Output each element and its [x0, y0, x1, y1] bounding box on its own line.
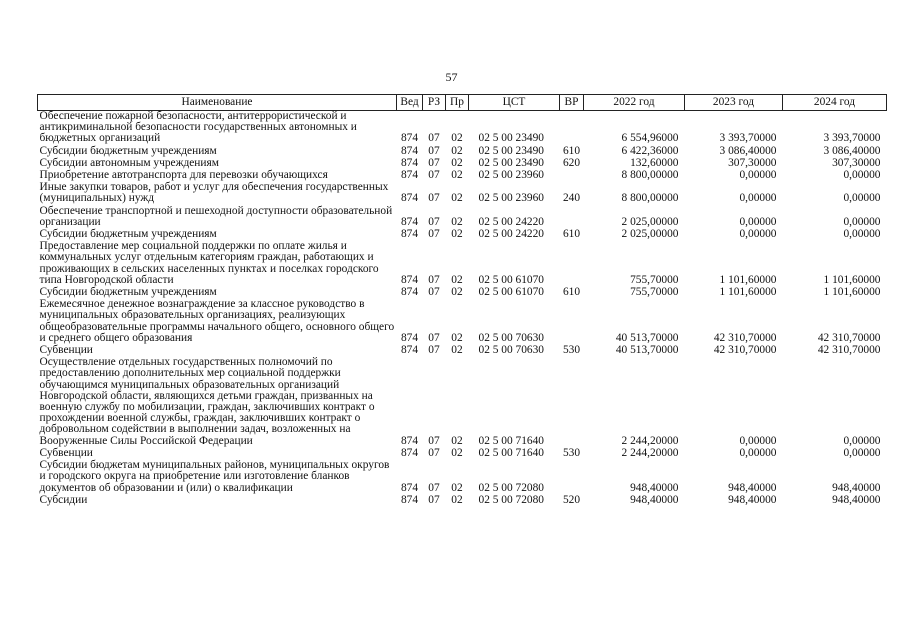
cell-vr: 530 [562, 446, 581, 459]
cell-ved: 874 [400, 228, 419, 241]
cell-2024: 42 310,70000 [817, 331, 881, 344]
cell-2024: 0,00000 [843, 192, 881, 205]
cell-name: Иные закупки товаров, работ и услуг для обеспечения государственных (муниципальных) нужд [39, 181, 389, 205]
cell-2022: 755,70000 [630, 286, 679, 299]
cell-cst: 02 5 00 61070 [478, 286, 544, 299]
table-row [38, 460, 887, 495]
cell-pr: 02 [451, 228, 463, 241]
cell-2023: 948,40000 [728, 493, 777, 506]
cell-ved: 874 [400, 273, 419, 286]
cell-vr: 620 [562, 156, 581, 169]
cell-cst: 02 5 00 71640 [478, 434, 544, 447]
cell-rz: 07 [428, 215, 440, 228]
cell-ved: 874 [400, 286, 419, 299]
cell-2022: 40 513,70000 [615, 331, 679, 344]
cell-2023: 42 310,70000 [713, 344, 777, 357]
table-row [38, 206, 887, 229]
header-2022: 2022 год [584, 95, 685, 111]
cell-vr [560, 241, 584, 287]
cell-pr: 02 [451, 344, 463, 357]
cell-cst: 02 5 00 24220 [478, 228, 544, 241]
cell-2023: 0,00000 [739, 192, 777, 205]
cell-rz: 07 [428, 446, 440, 459]
cell-2024: 948,40000 [832, 493, 881, 506]
cell-rz: 07 [428, 144, 440, 157]
table-row [38, 241, 887, 287]
cell-2024: 42 310,70000 [817, 344, 881, 357]
cell-name: Предоставление мер социальной поддержки по оплате жилья и коммунальных услуг отдельным категориям граждан, работающих и проживающих в сельских населенных пунктах и поселках городского типа Новгородской области [39, 240, 379, 286]
cell-pr: 02 [451, 481, 463, 494]
cell-pr: 02 [451, 169, 463, 182]
cell-rz: 07 [428, 156, 440, 169]
cell-cst: 02 5 00 24220 [478, 215, 544, 228]
cell-name: Обеспечение пожарной безопасности, антитеррористической и антикриминальной безопасности государственных автономных и бюджетных организаций [39, 110, 357, 145]
cell-name: Субвенции [39, 344, 93, 357]
cell-vr [560, 357, 584, 448]
cell-cst: 02 5 00 23960 [478, 169, 544, 182]
cell-2024: 1 101,60000 [823, 273, 881, 286]
table-row [38, 495, 887, 507]
cell-2022: 755,70000 [630, 273, 679, 286]
cell-2024: 0,00000 [843, 228, 881, 241]
cell-2024: 0,00000 [843, 446, 881, 459]
table-row [38, 111, 887, 146]
cell-pr: 02 [451, 192, 463, 205]
cell-ved: 874 [400, 192, 419, 205]
cell-rz: 07 [428, 434, 440, 447]
cell-rz: 07 [428, 344, 440, 357]
table-row [38, 146, 887, 158]
cell-pr: 02 [451, 156, 463, 169]
cell-cst: 02 5 00 23960 [478, 192, 544, 205]
header-2024: 2024 год [783, 95, 887, 111]
header-ved: Вед [397, 95, 423, 111]
cell-2022: 948,40000 [630, 481, 679, 494]
cell-ved: 874 [400, 434, 419, 447]
cell-name: Субсидии бюджетным учреждениям [39, 286, 217, 299]
cell-vr: 610 [562, 144, 581, 157]
cell-rz: 07 [428, 286, 440, 299]
cell-vr: 610 [562, 228, 581, 241]
cell-ved: 874 [400, 144, 419, 157]
cell-ved: 874 [400, 481, 419, 494]
cell-2023: 0,00000 [739, 446, 777, 459]
cell-ved: 874 [400, 493, 419, 506]
cell-2023: 1 101,60000 [719, 286, 777, 299]
header-rz: РЗ [423, 95, 446, 111]
cell-2024: 1 101,60000 [823, 286, 881, 299]
cell-2024: 0,00000 [843, 434, 881, 447]
cell-vr: 240 [562, 192, 581, 205]
cell-vr: 610 [562, 286, 581, 299]
cell-name: Субвенции [39, 446, 93, 459]
budget-table [37, 94, 887, 507]
cell-2024: 948,40000 [832, 481, 881, 494]
cell-rz: 07 [428, 481, 440, 494]
cell-cst: 02 5 00 71640 [478, 446, 544, 459]
header-vr: ВР [560, 95, 584, 111]
cell-2022: 948,40000 [630, 493, 679, 506]
cell-name: Обеспечение транспортной и пешеходной доступности образовательной организации [39, 204, 393, 228]
cell-cst: 02 5 00 70630 [478, 331, 544, 344]
cell-name: Осуществление отдельных государственных полномочий по предоставлению дополнительных мер социальной поддержки обучающимся муниципальных образовательных организаций Новгородской области, являющихся детьми граждан, призванных на военную службу по мобилизации, граждан, заключивших контракт о прохождении военной службы, граждан, заключивших контракт о добровольном содействии в выполнении задач, возложенных на Вооруженные Силы Российской Федерации [39, 356, 375, 447]
cell-pr: 02 [451, 273, 463, 286]
cell-rz: 07 [428, 169, 440, 182]
cell-cst: 02 5 00 70630 [478, 344, 544, 357]
cell-rz: 07 [428, 493, 440, 506]
cell-2024: 3 086,40000 [823, 144, 881, 157]
cell-ved: 874 [400, 215, 419, 228]
cell-2022: 2 244,20000 [621, 434, 679, 447]
cell-2023: 0,00000 [739, 215, 777, 228]
header-2023: 2023 год [685, 95, 783, 111]
cell-vr [560, 111, 584, 146]
table-row [38, 182, 887, 205]
cell-name: Ежемесячное денежное вознаграждение за классное руководство в муниципальных образовательных организациях, реализующих общеобразовательные программы начального общего, основного общего и среднего общего образования [39, 298, 395, 344]
cell-pr: 02 [451, 434, 463, 447]
cell-cst: 02 5 00 23490 [478, 144, 544, 157]
cell-vr: 520 [562, 493, 581, 506]
cell-cst: 02 5 00 72080 [478, 493, 544, 506]
cell-2023: 3 393,70000 [719, 132, 777, 145]
cell-rz: 07 [428, 228, 440, 241]
cell-2022: 8 800,00000 [621, 192, 679, 205]
cell-cst: 02 5 00 23490 [478, 132, 544, 145]
cell-2022: 2 025,00000 [621, 215, 679, 228]
cell-name: Субсидии бюджетам муниципальных районов, муниципальных округов и городского округа на приобретение или изготовление бланков документов об образовании и (или) о квалификации [39, 459, 390, 494]
cell-2022: 2 244,20000 [621, 446, 679, 459]
cell-2022: 8 800,00000 [621, 169, 679, 182]
cell-2023: 0,00000 [739, 228, 777, 241]
cell-vr [560, 206, 584, 229]
cell-2024: 0,00000 [843, 215, 881, 228]
cell-rz: 07 [428, 192, 440, 205]
cell-name: Субсидии [39, 493, 88, 506]
cell-2023: 307,30000 [728, 156, 777, 169]
cell-ved: 874 [400, 132, 419, 145]
cell-pr: 02 [451, 144, 463, 157]
cell-2024: 307,30000 [832, 156, 881, 169]
cell-cst: 02 5 00 23490 [478, 156, 544, 169]
cell-2022: 40 513,70000 [615, 344, 679, 357]
cell-2022: 132,60000 [630, 156, 679, 169]
cell-2023: 1 101,60000 [719, 273, 777, 286]
header-pr: Пр [446, 95, 469, 111]
cell-name: Субсидии автономным учреждениям [39, 156, 219, 169]
cell-2022: 2 025,00000 [621, 228, 679, 241]
cell-vr [560, 299, 584, 345]
cell-2023: 3 086,40000 [719, 144, 777, 157]
cell-2022: 6 422,36000 [621, 144, 679, 157]
cell-pr: 02 [451, 331, 463, 344]
cell-2024: 0,00000 [843, 169, 881, 182]
cell-vr [560, 170, 584, 182]
cell-ved: 874 [400, 446, 419, 459]
cell-ved: 874 [400, 331, 419, 344]
cell-ved: 874 [400, 156, 419, 169]
cell-pr: 02 [451, 215, 463, 228]
cell-pr: 02 [451, 493, 463, 506]
cell-cst: 02 5 00 72080 [478, 481, 544, 494]
cell-2023: 42 310,70000 [713, 331, 777, 344]
header-name: Наименование [38, 95, 397, 111]
cell-name: Субсидии бюджетным учреждениям [39, 144, 217, 157]
cell-rz: 07 [428, 273, 440, 286]
cell-2024: 3 393,70000 [823, 132, 881, 145]
table-row [38, 299, 887, 345]
cell-cst: 02 5 00 61070 [478, 273, 544, 286]
header-cst: ЦСТ [469, 95, 560, 111]
page-number: 57 [445, 70, 458, 84]
cell-pr: 02 [451, 286, 463, 299]
cell-pr: 02 [451, 446, 463, 459]
cell-name: Приобретение автотранспорта для перевозки обучающихся [39, 169, 328, 182]
cell-2023: 948,40000 [728, 481, 777, 494]
cell-2023: 0,00000 [739, 169, 777, 182]
table-header-row [38, 95, 887, 111]
cell-name: Субсидии бюджетным учреждениям [39, 228, 217, 241]
cell-rz: 07 [428, 132, 440, 145]
cell-2022: 6 554,96000 [621, 132, 679, 145]
cell-rz: 07 [428, 331, 440, 344]
cell-ved: 874 [400, 344, 419, 357]
table-row [38, 357, 887, 448]
cell-vr [560, 460, 584, 495]
cell-vr: 530 [562, 344, 581, 357]
cell-ved: 874 [400, 169, 419, 182]
cell-2023: 0,00000 [739, 434, 777, 447]
cell-pr: 02 [451, 132, 463, 145]
